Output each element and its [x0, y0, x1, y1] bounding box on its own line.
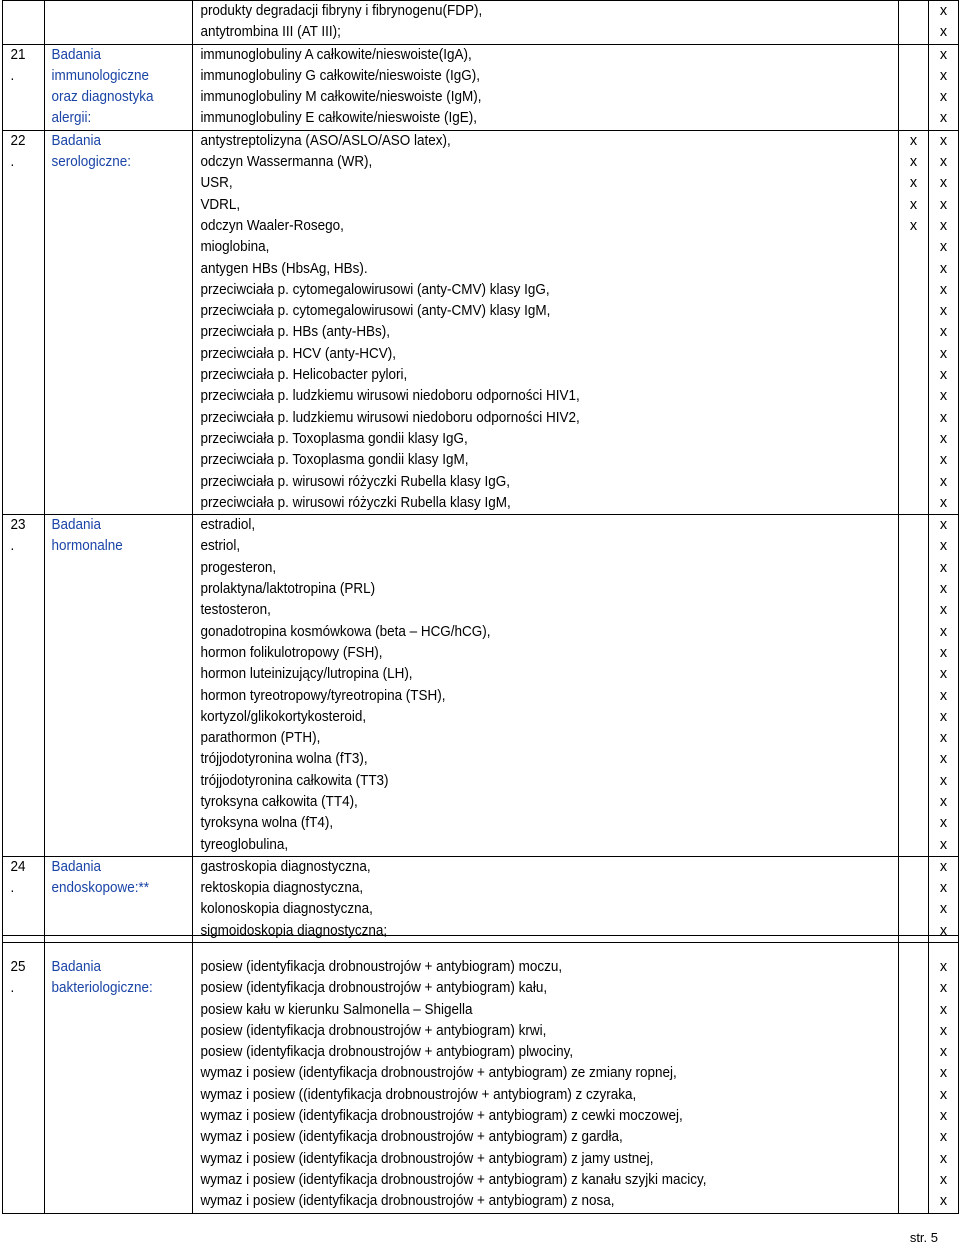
coverage-mark — [899, 108, 928, 129]
coverage-mark: x — [939, 67, 948, 84]
test-item: parathormon (PTH), — [200, 730, 321, 747]
coverage-mark: x — [939, 1171, 948, 1188]
coverage-mark — [899, 344, 928, 365]
section-category-label: alergii: — [51, 110, 92, 127]
test-item: estradiol, — [200, 517, 256, 534]
coverage-mark — [899, 536, 928, 557]
coverage-mark: x — [939, 260, 948, 277]
coverage-mark: x — [939, 367, 948, 384]
coverage-mark — [899, 472, 928, 493]
test-item: antygen HBs (HbsAg, HBs). — [200, 260, 368, 277]
coverage-mark: x — [939, 1001, 948, 1018]
section-category-label: immunologiczne — [51, 67, 149, 84]
mark-col-2 — [929, 515, 959, 857]
coverage-mark: x — [939, 858, 948, 875]
test-item: wymaz i posiew (identyfikacja drobnoustrojów + antybiogram) z jamy ustnej, — [200, 1150, 654, 1167]
section-category-cell — [45, 936, 193, 1214]
test-item: posiew kału w kierunku Salmonella – Shigella — [200, 1001, 473, 1018]
test-item: wymaz i posiew (identyfikacja drobnoustrojów + antybiogram) ze zmiany ropnej, — [200, 1065, 677, 1082]
test-item: przeciwciała p. ludzkiemu wirusowi niedoboru odporności HIV1, — [200, 388, 580, 405]
coverage-mark: x — [939, 772, 948, 789]
section-category-label: Badania — [51, 858, 102, 875]
coverage-mark: x — [909, 154, 918, 171]
test-item: prolaktyna/laktotropina (PRL) — [200, 581, 376, 598]
test-item: posiew (identyfikacja drobnoustrojów + antybiogram) moczu, — [200, 959, 563, 975]
coverage-mark: x — [939, 730, 948, 747]
items-cell — [193, 1, 899, 45]
table-row-s25 — [3, 936, 959, 1214]
coverage-mark — [899, 728, 928, 749]
mark-col-1 — [899, 515, 929, 857]
section-number-cell — [3, 936, 45, 1214]
section-number-cell — [3, 856, 45, 942]
test-item: gonadotropina kosmówkowa (beta – HCG/hCG), — [200, 623, 491, 640]
coverage-mark — [899, 1127, 928, 1148]
test-item: gastroskopia diagnostyczna, — [200, 858, 371, 875]
section-category-cell — [45, 1, 193, 45]
test-item: wymaz i posiew (identyfikacja drobnoustrojów + antybiogram) z kanału szyjki macicy, — [200, 1171, 707, 1188]
test-item: przeciwciała p. cytomegalowirusowi (anty-CMV) klasy IgM, — [200, 303, 551, 320]
spacer — [45, 936, 192, 957]
test-item: tyroksyna wolna (fT4), — [200, 815, 334, 832]
mark-col-2 — [929, 130, 959, 514]
test-item: wymaz i posiew ((identyfikacja drobnoustrojów + antybiogram) z czyraka, — [200, 1086, 637, 1103]
section-category-label: Badania — [51, 959, 102, 975]
test-item: produkty degradacji fibryny i fibrynogenu(FDP), — [200, 3, 483, 19]
coverage-mark: x — [939, 922, 948, 939]
test-item: przeciwciała p. cytomegalowirusowi (anty-CMV) klasy IgG, — [200, 281, 550, 298]
coverage-mark: x — [939, 559, 948, 576]
coverage-mark: x — [909, 217, 918, 234]
items-cell — [193, 856, 899, 942]
coverage-mark: x — [939, 89, 948, 106]
items-cell — [193, 130, 899, 514]
mark-col-1 — [899, 936, 929, 1214]
coverage-mark — [899, 558, 928, 579]
section-number: 22 — [10, 132, 26, 149]
coverage-mark: x — [939, 239, 948, 256]
coverage-mark: x — [939, 24, 948, 41]
coverage-mark: x — [939, 494, 948, 511]
mark-col-2 — [929, 44, 959, 130]
test-item: estriol, — [200, 538, 241, 555]
test-item: przeciwciała p. wirusowi różyczki Rubella klasy IgG, — [200, 473, 510, 490]
coverage-mark — [899, 957, 928, 978]
test-item: VDRL, — [200, 196, 241, 213]
coverage-mark — [899, 579, 928, 600]
test-item: antystreptolizyna (ASO/ASLO/ASO latex), — [200, 132, 451, 149]
section-category-cell — [45, 130, 193, 514]
coverage-mark — [899, 386, 928, 407]
section-category-label: bakteriologiczne: — [51, 980, 153, 997]
coverage-mark: x — [939, 3, 948, 19]
coverage-mark: x — [939, 303, 948, 320]
coverage-mark — [899, 686, 928, 707]
test-item: hormon folikulotropowy (FSH), — [200, 644, 383, 661]
coverage-mark: x — [939, 751, 948, 768]
coverage-mark — [899, 259, 928, 280]
items-cell — [193, 515, 899, 857]
test-item: przeciwciała p. HCV (anty-HCV), — [200, 345, 397, 362]
coverage-mark: x — [939, 581, 948, 598]
section-number: 25 — [10, 959, 26, 975]
section-category-label: Badania — [51, 46, 102, 63]
mark-col-2 — [929, 1, 959, 45]
test-item: przeciwciała p. Toxoplasma gondii klasy IgG, — [200, 430, 468, 447]
section-category-label: endoskopowe:** — [51, 880, 149, 897]
coverage-mark — [899, 1042, 928, 1063]
coverage-mark: x — [939, 1086, 948, 1103]
coverage-mark — [899, 301, 928, 322]
coverage-mark — [899, 813, 928, 834]
coverage-mark — [899, 1106, 928, 1127]
test-item: przeciwciała p. HBs (anty-HBs), — [200, 324, 391, 341]
test-item: wymaz i posiew (identyfikacja drobnoustrojów + antybiogram) z gardła, — [200, 1129, 623, 1146]
coverage-mark: x — [939, 388, 948, 405]
coverage-mark — [899, 878, 928, 899]
test-item: antytrombina III (AT III); — [200, 24, 341, 41]
test-item: kortyzol/glikokortykosteroid, — [200, 708, 367, 725]
coverage-mark: x — [939, 281, 948, 298]
coverage-mark: x — [939, 687, 948, 704]
section-number: . — [10, 980, 15, 997]
coverage-mark — [899, 1191, 928, 1212]
coverage-mark — [899, 643, 928, 664]
coverage-mark — [899, 450, 928, 471]
section-category-cell — [45, 515, 193, 857]
mark-col-1 — [899, 1, 929, 45]
coverage-mark — [899, 408, 928, 429]
mark-col-2 — [929, 936, 959, 1214]
test-item: kolonoskopia diagnostyczna, — [200, 901, 373, 918]
coverage-mark: x — [939, 1129, 948, 1146]
page-number: str. 5 — [909, 1230, 938, 1245]
coverage-mark: x — [939, 46, 948, 63]
table-row-s24 — [3, 856, 959, 942]
test-item: przeciwciała p. Helicobacter pylori, — [200, 367, 408, 384]
tests-table-main — [2, 0, 959, 943]
coverage-mark: x — [939, 1022, 948, 1039]
coverage-mark: x — [939, 666, 948, 683]
test-item: trójjodotyronina wolna (fT3), — [200, 751, 368, 768]
test-item: rektoskopia diagnostyczna, — [200, 880, 364, 897]
coverage-mark — [899, 322, 928, 343]
coverage-mark — [899, 771, 928, 792]
spacer — [3, 936, 44, 957]
section-number: 21 — [10, 46, 26, 63]
coverage-mark — [899, 66, 928, 87]
coverage-mark — [899, 749, 928, 770]
section-category-cell — [45, 44, 193, 130]
mark-col-2 — [929, 856, 959, 942]
coverage-mark — [899, 664, 928, 685]
coverage-mark — [899, 1021, 928, 1042]
section-number: . — [10, 154, 15, 171]
coverage-mark: x — [909, 132, 918, 149]
tests-table-bacteriology — [2, 935, 959, 1214]
coverage-mark: x — [939, 980, 948, 997]
coverage-mark — [899, 899, 928, 920]
test-item: posiew (identyfikacja drobnoustrojów + antybiogram) kału, — [200, 980, 548, 997]
test-item: posiew (identyfikacja drobnoustrojów + antybiogram) krwi, — [200, 1022, 547, 1039]
coverage-mark: x — [939, 602, 948, 619]
mark-col-1 — [899, 856, 929, 942]
coverage-mark — [899, 280, 928, 301]
section-number: . — [10, 880, 15, 897]
test-item: progesteron, — [200, 559, 277, 576]
test-item: wymaz i posiew (identyfikacja drobnoustrojów + antybiogram) z nosa, — [200, 1193, 615, 1210]
coverage-mark: x — [939, 793, 948, 810]
test-item: przeciwciała p. wirusowi różyczki Rubella klasy IgM, — [200, 494, 511, 511]
coverage-mark: x — [939, 175, 948, 192]
coverage-mark: x — [939, 324, 948, 341]
test-item: USR, — [200, 175, 233, 192]
section-number-cell — [3, 1, 45, 45]
coverage-mark: x — [939, 880, 948, 897]
coverage-mark: x — [939, 196, 948, 213]
section-number-cell — [3, 515, 45, 857]
section-number: 23 — [10, 517, 26, 534]
coverage-mark — [899, 1170, 928, 1191]
test-item: trójjodotyronina całkowita (TT3) — [200, 772, 389, 789]
section-number: . — [10, 67, 15, 84]
test-item: odczyn Waaler-Rosego, — [200, 217, 344, 234]
coverage-mark: x — [939, 345, 948, 362]
coverage-mark — [899, 365, 928, 386]
coverage-mark: x — [939, 901, 948, 918]
coverage-mark: x — [939, 517, 948, 534]
coverage-mark — [899, 1, 928, 22]
coverage-mark: x — [939, 623, 948, 640]
section-number: 24 — [10, 858, 26, 875]
test-item: przeciwciała p. ludzkiemu wirusowi niedoboru odporności HIV2, — [200, 409, 580, 426]
test-item: immunoglobuliny G całkowite/nieswoiste (IgG), — [200, 67, 480, 84]
coverage-mark — [899, 493, 928, 514]
test-item: mioglobina, — [200, 239, 270, 256]
coverage-mark: x — [939, 708, 948, 725]
section-category-label: serologiczne: — [51, 154, 131, 171]
coverage-mark — [899, 429, 928, 450]
coverage-mark — [899, 707, 928, 728]
coverage-mark — [899, 792, 928, 813]
section-number-cell — [3, 44, 45, 130]
test-item: hormon luteinizujący/lutropina (LH), — [200, 666, 413, 683]
coverage-mark — [899, 22, 928, 43]
coverage-mark — [899, 1085, 928, 1106]
test-item: tyroksyna całkowita (TT4), — [200, 793, 358, 810]
mark-col-1 — [899, 130, 929, 514]
coverage-mark: x — [939, 1044, 948, 1061]
test-item: immunoglobuliny M całkowite/nieswoiste (IgM), — [200, 89, 482, 106]
coverage-mark: x — [909, 175, 918, 192]
test-item: tyreoglobulina, — [200, 836, 289, 853]
coverage-mark — [899, 87, 928, 108]
coverage-mark — [899, 622, 928, 643]
section-category-label: oraz diagnostyka — [51, 89, 154, 106]
coverage-mark: x — [939, 815, 948, 832]
coverage-mark — [899, 1000, 928, 1021]
test-item: odczyn Wassermanna (WR), — [200, 154, 373, 171]
table-row-s20 — [3, 1, 959, 45]
coverage-mark: x — [939, 644, 948, 661]
coverage-mark: x — [939, 110, 948, 127]
coverage-mark: x — [939, 1150, 948, 1167]
mark-col-1 — [899, 44, 929, 130]
coverage-mark — [899, 237, 928, 258]
test-item: posiew (identyfikacja drobnoustrojów + antybiogram) plwociny, — [200, 1044, 574, 1061]
section-number-cell — [3, 130, 45, 514]
coverage-mark — [899, 1063, 928, 1084]
coverage-mark — [899, 835, 928, 856]
test-item: wymaz i posiew (identyfikacja drobnoustrojów + antybiogram) z cewki moczowej, — [200, 1108, 683, 1125]
coverage-mark: x — [939, 473, 948, 490]
coverage-mark — [899, 45, 928, 66]
coverage-mark: x — [909, 196, 918, 213]
items-cell — [193, 936, 899, 1214]
test-item: hormon tyreotropowy/tyreotropina (TSH), — [200, 687, 446, 704]
coverage-mark: x — [939, 959, 948, 975]
coverage-mark — [899, 600, 928, 621]
test-item: immunoglobuliny A całkowite/nieswoiste(IgA), — [200, 46, 472, 63]
coverage-mark: x — [939, 836, 948, 853]
test-item: sigmoidoskopia diagnostyczna; — [200, 922, 388, 939]
table-row-s22 — [3, 130, 959, 514]
section-category-cell — [45, 856, 193, 942]
coverage-mark: x — [939, 1065, 948, 1082]
coverage-mark — [899, 1149, 928, 1170]
coverage-mark: x — [939, 452, 948, 469]
test-item: przeciwciała p. Toxoplasma gondii klasy IgM, — [200, 452, 469, 469]
items-cell — [193, 44, 899, 130]
coverage-mark: x — [939, 409, 948, 426]
coverage-mark: x — [939, 1108, 948, 1125]
section-category-label: Badania — [51, 132, 102, 149]
test-item: testosteron, — [200, 602, 271, 619]
coverage-mark — [899, 857, 928, 878]
coverage-mark: x — [939, 132, 948, 149]
table-row-s21 — [3, 44, 959, 130]
section-category-label: hormonalne — [51, 538, 123, 555]
section-category-label: Badania — [51, 517, 102, 534]
section-number: . — [10, 538, 15, 555]
test-item: immunoglobuliny E całkowite/nieswoiste (IgE), — [200, 110, 478, 127]
table-row-s23 — [3, 515, 959, 857]
coverage-mark: x — [939, 430, 948, 447]
coverage-mark: x — [939, 538, 948, 555]
coverage-mark: x — [939, 1193, 948, 1210]
coverage-mark: x — [939, 154, 948, 171]
coverage-mark — [899, 515, 928, 536]
coverage-mark — [899, 978, 928, 999]
coverage-mark: x — [939, 217, 948, 234]
